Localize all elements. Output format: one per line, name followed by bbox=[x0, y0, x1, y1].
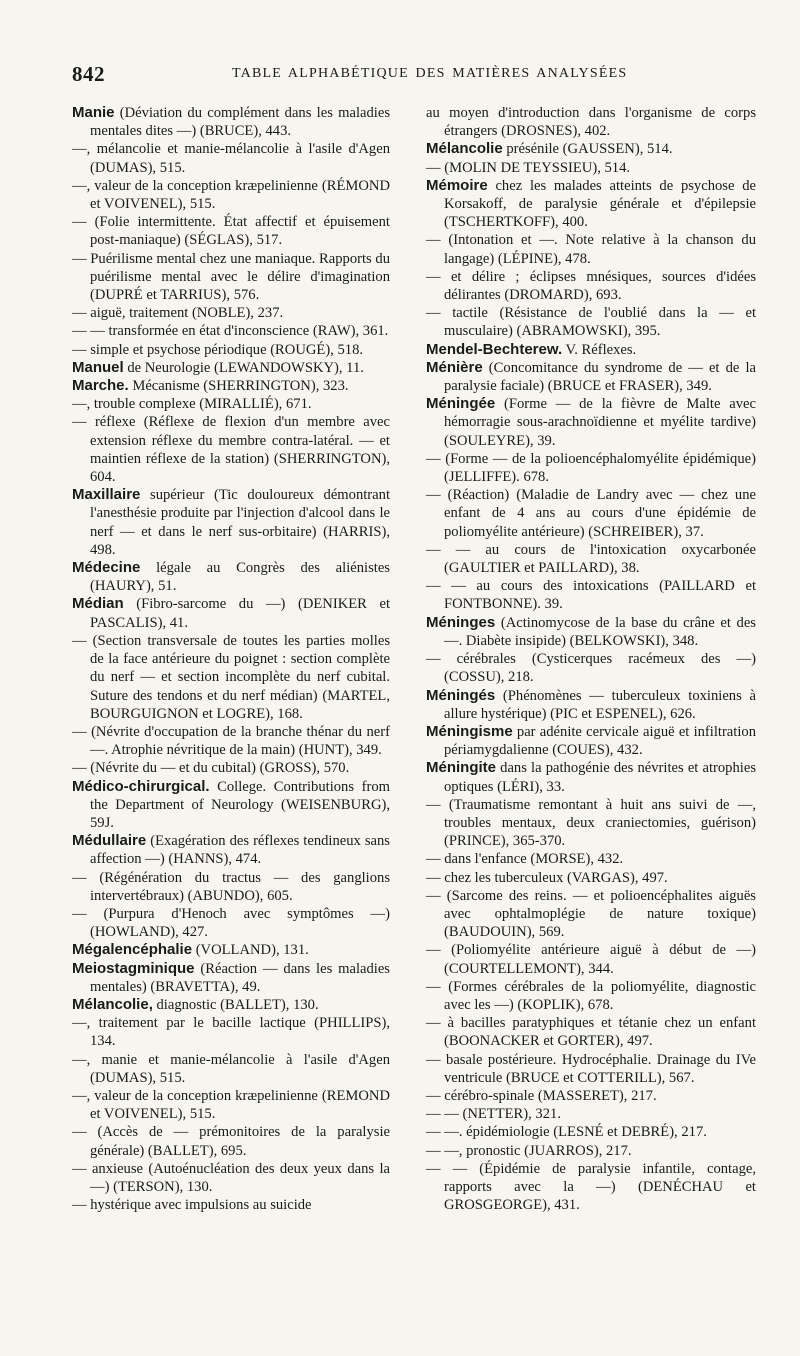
index-entry bbox=[72, 341, 390, 359]
index-entry bbox=[426, 577, 756, 613]
index-entry bbox=[72, 723, 390, 759]
index-entry bbox=[426, 759, 756, 795]
entry-text: — chez les tuberculeux (VARGAS), 497. bbox=[426, 869, 668, 886]
index-entry bbox=[426, 140, 756, 158]
entry-headword: Mégalencéphalie bbox=[72, 941, 193, 959]
index-entry bbox=[72, 559, 390, 595]
entry-text: College. Contributions from the Department of Neurology (WEISENBURG), 59J. bbox=[90, 778, 390, 831]
entry-text: V. Réflexes. bbox=[562, 341, 637, 358]
entry-text: — réflexe (Réflexe de flexion d'un membre avec extension réflexe du membre contra-latéral. — et maintien réflexe de la station) (SHERRINGTON), 604. bbox=[72, 414, 390, 486]
index-entry bbox=[72, 632, 390, 723]
index-entry bbox=[426, 104, 756, 140]
index-entry bbox=[426, 341, 756, 359]
entry-text: — (Section transversale de toutes les parties molles de la face antérieure du poignet : section complète du nerf — et section incomplète du nerf cubital. Suture des tendons et du nerf médian) (MARTEL, BOURGUIGNON et LOGRE), 168. bbox=[72, 632, 390, 722]
entry-text: —, valeur de la conception kræpelinienne (RÉMOND et VOIVENEL), 515. bbox=[72, 177, 390, 213]
entry-text: — (Névrite du — et du cubital) (GROSS), 570. bbox=[72, 760, 350, 777]
index-entry bbox=[426, 1014, 756, 1050]
entry-text: — — (NETTER), 321. bbox=[426, 1106, 561, 1123]
entry-text: (Exagération des réflexes tendineux sans affection —) (HANNS), 474. bbox=[90, 833, 390, 868]
index-entry bbox=[426, 359, 756, 395]
entry-headword: Médullaire bbox=[72, 832, 147, 850]
entry-text: dans la pathogénie des névrites et atrophies optiques (LÉRI), 33. bbox=[444, 760, 756, 795]
entry-headword: Mendel-Bechterew. bbox=[426, 340, 563, 358]
entry-text: — — au cours de l'intoxication oxycarbonée (GAULTIER et PAILLARD), 38. bbox=[426, 541, 756, 577]
index-entry bbox=[426, 159, 756, 177]
index-column-right bbox=[426, 104, 756, 1214]
entry-text: (Fibro-sarcome du —) (DENIKER et PASCALIS), 41. bbox=[90, 596, 390, 631]
entry-text: —, traitement par le bacille lactique (PHILLIPS), 134. bbox=[72, 1015, 390, 1050]
entry-text: — (Sarcome des reins. — et polioencéphalites aiguës avec ophtalmoplégie de nature toxique) (BAUDOUIN), 569. bbox=[426, 887, 756, 941]
index-column-left bbox=[72, 104, 390, 1214]
index-entry bbox=[426, 177, 756, 232]
index-entry bbox=[426, 650, 756, 686]
index-entry bbox=[72, 778, 390, 833]
index-entry bbox=[426, 1105, 756, 1123]
entry-headword: Méninges bbox=[426, 613, 496, 631]
entry-text: —, valeur de la conception kræpelinienne (REMOND et VOIVENEL), 515. bbox=[72, 1087, 390, 1123]
index-entry bbox=[426, 1051, 756, 1087]
index-entry bbox=[72, 832, 390, 868]
entry-headword: Médecine bbox=[72, 559, 141, 577]
index-entry bbox=[72, 1051, 390, 1087]
entry-headword: Meiostagminique bbox=[72, 959, 195, 977]
entry-headword: Mémoire bbox=[426, 176, 488, 194]
entry-text: —, mélancolie et manie-mélancolie à l'asile d'Agen (DUMAS), 515. bbox=[72, 141, 390, 176]
index-entry bbox=[72, 1196, 390, 1214]
entry-text: — à bacilles paratyphiques et tétanie chez un enfant (BOONACKER et GORTER), 497. bbox=[426, 1015, 756, 1050]
entry-text: — (MOLIN DE TEYSSIEU), 514. bbox=[426, 159, 631, 176]
entry-text: légale au Congrès des aliénistes (HAURY), 51. bbox=[90, 560, 390, 595]
entry-text: — (Poliomyélite antérieure aiguë à début de —) (COURTELLEMONT), 344. bbox=[426, 942, 756, 977]
index-entry bbox=[72, 1160, 390, 1196]
index-entry bbox=[426, 687, 756, 723]
index-entry bbox=[426, 850, 756, 868]
entry-text: — aiguë, traitement (NOBLE), 237. bbox=[72, 305, 284, 322]
entry-text: — (Formes cérébrales de la poliomyélite, diagnostic avec les —) (KOPLIK), 678. bbox=[426, 978, 756, 1013]
index-entry bbox=[72, 486, 390, 559]
index-entry bbox=[426, 541, 756, 577]
entry-text: — (Intonation et —. Note relative à la chanson du langage) (LÉPINE), 478. bbox=[426, 232, 756, 267]
index-entry bbox=[426, 486, 756, 541]
running-title: TABLE ALPHABÉTIQUE DES MATIÈRES ANALYSÉES bbox=[232, 66, 628, 81]
entry-headword: Mélancolie, bbox=[72, 995, 153, 1013]
entry-text: — anxieuse (Autoénucléation des deux yeux dans la —) (TERSON), 130. bbox=[72, 1160, 390, 1195]
index-entry bbox=[72, 250, 390, 305]
entry-text: (Actinomycose de la base du crâne et des —. Diabète insipide) (BELKOWSKI), 348. bbox=[444, 614, 756, 649]
entry-text: — —. épidémiologie (LESNÉ et DEBRÉ), 217. bbox=[426, 1124, 707, 1141]
index-entry bbox=[72, 996, 390, 1014]
entry-text: —, manie et manie-mélancolie à l'asile d'Agen (DUMAS), 515. bbox=[72, 1051, 390, 1086]
index-entry bbox=[426, 450, 756, 486]
index-entry bbox=[72, 905, 390, 941]
entry-text: de Neurologie (LEWANDOWSKY), 11. bbox=[123, 359, 364, 376]
entry-text: — hystérique avec impulsions au suicide bbox=[72, 1197, 312, 1214]
entry-text: Mécanisme (SHERRINGTON), 323. bbox=[128, 378, 349, 395]
entry-text: supérieur (Tic douloureux démontrant l'anesthésie produite par l'injection d'alcool dans le nerf — et dans le nerf sus-orbitaire) (HARRIS), 498. bbox=[90, 487, 390, 558]
entry-text: — dans l'enfance (MORSE), 432. bbox=[426, 851, 624, 868]
entry-text: — et délire ; éclipses mnésiques, sources d'idées délirantes (DROMARD), 693. bbox=[426, 268, 756, 304]
entry-text: —, trouble complexe (MIRALLIÉ), 671. bbox=[72, 396, 312, 413]
index-entry bbox=[426, 723, 756, 759]
index-entry bbox=[72, 359, 390, 377]
index-entry bbox=[426, 1087, 756, 1105]
index-entry bbox=[72, 941, 390, 959]
entry-headword: Marche. bbox=[72, 377, 129, 395]
entry-text: (Réaction — dans les maladies mentales) (BRAVETTA), 49. bbox=[90, 960, 390, 995]
index-entry bbox=[426, 304, 756, 340]
entry-text: au moyen d'introduction dans l'organisme de corps étrangers (DROSNES), 402. bbox=[426, 105, 756, 140]
index-entry bbox=[426, 796, 756, 851]
index-entry bbox=[426, 869, 756, 887]
index-entry bbox=[72, 1087, 390, 1123]
index-entry bbox=[72, 140, 390, 176]
index-entry bbox=[72, 759, 390, 777]
entry-text: — — transformée en état d'inconscience (RAW), 361. bbox=[72, 323, 389, 340]
entry-text: présénile (GAUSSEN), 514. bbox=[502, 141, 673, 158]
index-entry bbox=[426, 941, 756, 977]
entry-text: (Déviation du complément dans les maladies mentales dites —) (BRUCE), 443. bbox=[90, 105, 390, 140]
entry-text: (Concomitance du syndrome de — et de la paralysie faciale) (BRUCE et FRASER), 349. bbox=[444, 359, 756, 395]
entry-headword: Ménière bbox=[426, 358, 483, 376]
index-entry bbox=[72, 869, 390, 905]
entry-text: (Forme — de la fièvre de Malte avec hémorragie sous-arachnoïdienne et myélite tardive) (SOULEYRE), 39. bbox=[444, 396, 756, 449]
entry-text: — cérébrales (Cysticerques racémeux des —) (COSSU), 218. bbox=[426, 651, 756, 686]
index-entry bbox=[72, 413, 390, 486]
index-entry bbox=[72, 1123, 390, 1159]
index-entry bbox=[426, 268, 756, 304]
index-entry bbox=[72, 177, 390, 213]
entry-text: — simple et psychose périodique (ROUGÉ), 518. bbox=[72, 341, 364, 358]
page-number: 842 bbox=[72, 62, 105, 86]
index-entry bbox=[426, 978, 756, 1014]
entry-headword: Manie bbox=[72, 104, 115, 121]
index-entry bbox=[72, 960, 390, 996]
entry-text: — Puérilisme mental chez une maniaque. Rapports du puérilisme mental avec le délire d'imagination (DUPRÉ et TARRIUS), 576. bbox=[72, 250, 390, 304]
entry-headword: Méningite bbox=[426, 759, 496, 777]
entry-text: (VOLLAND), 131. bbox=[192, 942, 309, 959]
index-entry bbox=[72, 395, 390, 413]
entry-text: — cérébro-spinale (MASSERET), 217. bbox=[426, 1087, 657, 1104]
entry-text: — — au cours des intoxications (PAILLARD et FONTBONNE). 39. bbox=[426, 578, 756, 613]
entry-text: — (Traumatisme remontant à huit ans suivi de —, troubles mentaux, deux craniectomies, guérison) (PRINCE), 365-370. bbox=[426, 796, 756, 850]
entry-text: — (Accès de — prémonitoires de la paralysie générale) (BALLET), 695. bbox=[72, 1124, 390, 1159]
entry-headword: Médian bbox=[72, 595, 124, 613]
index-entry bbox=[72, 595, 390, 631]
entry-text: chez les malades atteints de psychose de Korsakoff, de paralysie générale et d'épilepsie (TSCHERTKOFF), 400. bbox=[444, 177, 756, 231]
index-entry bbox=[72, 104, 390, 140]
entry-headword: Manuel bbox=[72, 358, 124, 376]
entry-text: — (Purpura d'Henoch avec symptômes —) (HOWLAND), 427. bbox=[72, 905, 390, 941]
entry-text: — (Forme — de la polioencéphalomyélite épidémique) (JELLIFFE). 678. bbox=[426, 450, 756, 486]
entry-headword: Maxillaire bbox=[72, 486, 141, 504]
index-entry bbox=[426, 1123, 756, 1141]
index-entry bbox=[72, 304, 390, 322]
index-entry bbox=[426, 614, 756, 650]
entry-headword: Méningisme bbox=[426, 722, 513, 740]
page-header bbox=[72, 62, 750, 86]
entry-text: — (Névrite d'occupation de la branche thénar du nerf —. Atrophie névritique de la main) (HUNT), 349. bbox=[72, 723, 390, 759]
entry-text: — basale postérieure. Hydrocéphalie. Drainage du IVe ventricule (BRUCE et COTTERILL), 567. bbox=[426, 1051, 756, 1086]
entry-text: — —, pronostic (JUARROS), 217. bbox=[426, 1142, 632, 1159]
index-entry bbox=[72, 213, 390, 249]
entry-headword: Médico-chirurgical. bbox=[72, 777, 210, 795]
entry-text: — (Folie intermittente. État affectif et épuisement post-maniaque) (SÉGLAS), 517. bbox=[72, 214, 390, 249]
entry-text: — (Réaction) (Maladie de Landry avec — chez une enfant de 4 ans au cours d'une épidémie de poliomyélite antérieure) (SCHREIBER), 37. bbox=[426, 487, 756, 540]
index-entry bbox=[426, 1160, 756, 1215]
index-entry bbox=[426, 887, 756, 942]
entry-headword: Méningée bbox=[426, 395, 496, 413]
entry-text: diagnostic (BALLET), 130. bbox=[152, 996, 319, 1013]
entry-text: par adénite cervicale aiguë et infiltration périamygdalienne (COUES), 432. bbox=[444, 723, 756, 759]
entry-headword: Mélancolie bbox=[426, 140, 503, 158]
entry-text: — tactile (Résistance de l'oublié dans la — et musculaire) (ABRAMOWSKI), 395. bbox=[426, 305, 756, 340]
entry-headword: Méningés bbox=[426, 686, 496, 704]
entry-text: — (Régénération du tractus — des ganglions intervertébraux) (ABUNDO), 605. bbox=[72, 869, 390, 904]
index-entry bbox=[426, 231, 756, 267]
index-entry bbox=[72, 1014, 390, 1050]
index-entry bbox=[426, 395, 756, 450]
entry-text: — — (Épidémie de paralysie infantile, contage, rapports avec la —) (DENÉCHAU et GROSGEORGE), 431. bbox=[426, 1160, 756, 1214]
index-entry bbox=[426, 1142, 756, 1160]
index-entry bbox=[72, 322, 390, 340]
entry-text: (Phénomènes — tuberculeux toxiniens à allure hystérique) (PIC et ESPENEL), 626. bbox=[444, 687, 756, 722]
index-entry bbox=[72, 377, 390, 395]
